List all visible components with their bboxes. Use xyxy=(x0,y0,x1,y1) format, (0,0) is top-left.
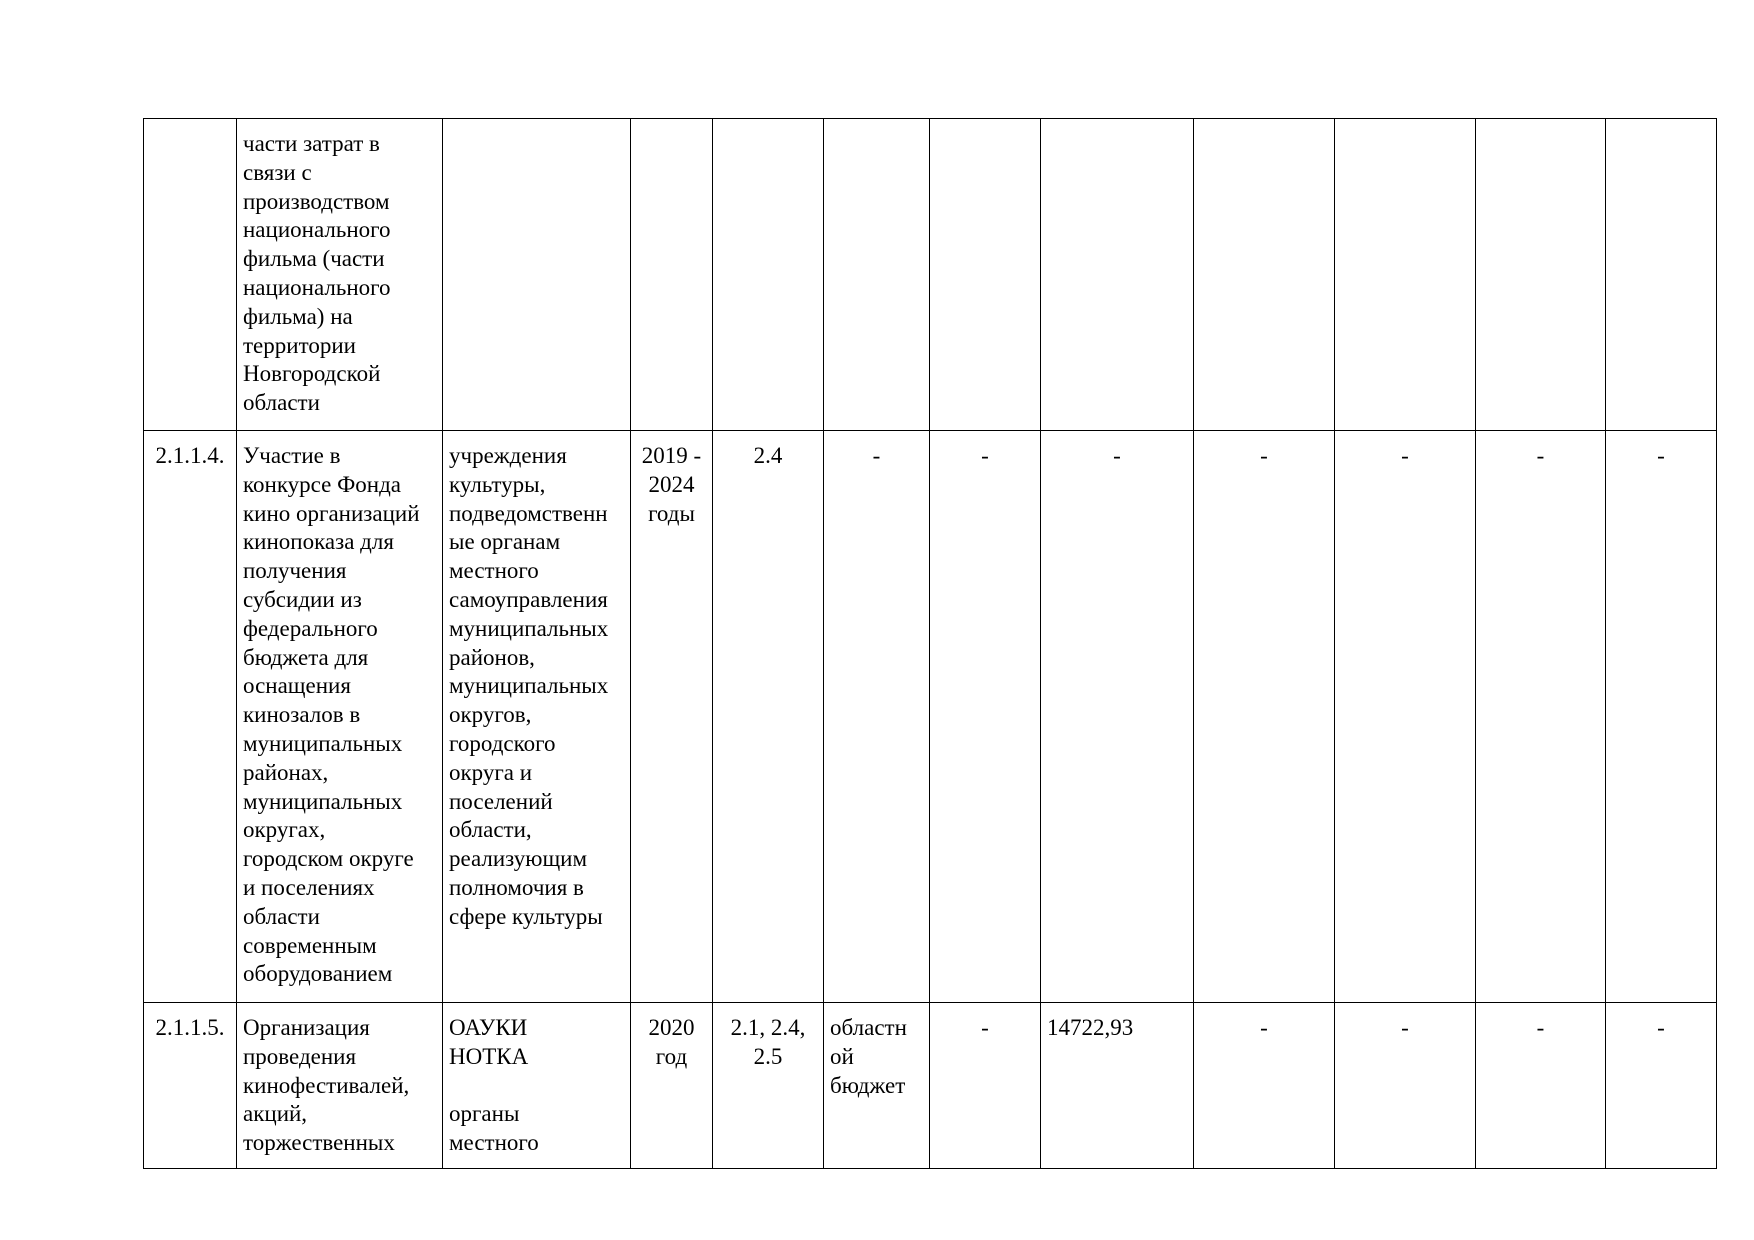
text-line: городском округе xyxy=(243,846,414,872)
text-line: реализующим xyxy=(449,846,588,872)
executor-cell xyxy=(443,1003,631,1169)
text-line: сфере культуры xyxy=(449,903,603,929)
text-line: федерального xyxy=(243,615,378,641)
text-line: местного xyxy=(449,558,539,584)
period-cell xyxy=(631,431,713,1003)
executor-cell xyxy=(443,431,631,1003)
value-cell-2020: - xyxy=(1041,431,1194,1003)
text-line: конкурсе Фонда xyxy=(243,471,402,497)
indicator-cell xyxy=(713,1003,824,1169)
value-cell-2019: - xyxy=(930,1003,1041,1169)
text-line: муниципальных xyxy=(243,788,403,814)
value-cell-2021 xyxy=(1194,119,1335,431)
text-line: полномочия в xyxy=(449,874,584,900)
activity-name-cell xyxy=(237,431,443,1003)
text-line: округах, xyxy=(243,817,326,843)
funding-source-cell xyxy=(824,1003,930,1169)
value-cell-2022: - xyxy=(1335,1003,1476,1169)
row-number-cell xyxy=(144,119,237,431)
text-line: и поселениях xyxy=(243,874,375,900)
value-cell-2023 xyxy=(1476,119,1606,431)
text-line: современным xyxy=(243,932,377,958)
program-activities-table xyxy=(143,118,1717,1169)
executor-cell xyxy=(443,119,631,431)
text-line: самоуправления xyxy=(449,586,608,612)
indicator-cell: 2.4 xyxy=(713,431,824,1003)
activity-name-cell xyxy=(237,1003,443,1169)
text-line: национального xyxy=(243,274,391,300)
text-line: НОТКА xyxy=(449,1043,529,1069)
text-line: округов, xyxy=(449,702,532,728)
text-line: фильма) на xyxy=(243,303,353,329)
value-cell-2019: - xyxy=(930,431,1041,1003)
text-line: территории xyxy=(243,332,356,358)
text-line: бюджет xyxy=(830,1072,906,1098)
text-line: национального xyxy=(243,217,391,243)
period-cell xyxy=(631,1003,713,1169)
value-cell-2022: - xyxy=(1335,431,1476,1003)
text-line: 2024 xyxy=(648,471,695,497)
table-row xyxy=(144,1003,1717,1169)
text-line: 2019 - xyxy=(641,443,702,468)
text-line: проведения xyxy=(243,1043,357,1069)
text-line: получения xyxy=(243,558,347,584)
value-cell-2021: - xyxy=(1194,1003,1335,1169)
funding-source-cell: - xyxy=(824,431,930,1003)
text-line: бюджета для xyxy=(243,644,369,670)
value-cell-2024 xyxy=(1606,119,1717,431)
value-cell-2024: - xyxy=(1606,1003,1717,1169)
text-line: области xyxy=(243,390,320,416)
text-line: 2.5 xyxy=(753,1043,783,1069)
value-cell-2023: - xyxy=(1476,431,1606,1003)
text-line: Новгородской xyxy=(243,361,381,387)
text-line: городского xyxy=(449,730,556,756)
text-line: поселений xyxy=(449,788,553,814)
value-cell-2021: - xyxy=(1194,431,1335,1003)
value-cell-2024: - xyxy=(1606,431,1717,1003)
value-cell-2022 xyxy=(1335,119,1476,431)
text-line: производством xyxy=(243,188,390,214)
row-number-cell: 2.1.1.4. xyxy=(144,431,237,1003)
text-line: оснащения xyxy=(243,673,351,699)
text-line: год xyxy=(655,1043,688,1069)
text-line: 2.1, 2.4, xyxy=(730,1015,806,1040)
text-line: ые органам xyxy=(449,529,561,555)
text-line: культуры, xyxy=(449,471,546,497)
text-line: 2020 xyxy=(648,1015,695,1040)
text-line: округа и xyxy=(449,759,533,785)
period-cell xyxy=(631,119,713,431)
text-line: Организация xyxy=(243,1015,370,1040)
text-line: кинопоказа для xyxy=(243,529,394,555)
blank-line xyxy=(449,1072,624,1101)
table-row xyxy=(144,119,1717,431)
text-line: подведомственн xyxy=(449,500,608,526)
text-line: областн xyxy=(830,1015,907,1040)
text-line: местного xyxy=(449,1130,539,1156)
text-line: субсидии из xyxy=(243,586,362,612)
text-line: фильма (части xyxy=(243,246,385,272)
text-line: связи с xyxy=(243,159,312,185)
value-cell-2023: - xyxy=(1476,1003,1606,1169)
table-row xyxy=(144,431,1717,1003)
text-line: районов, xyxy=(449,644,535,670)
text-line: области, xyxy=(449,817,532,843)
text-line: кино организаций xyxy=(243,500,420,526)
text-line: области xyxy=(243,903,320,929)
text-line: части затрат в xyxy=(243,131,380,156)
text-line: ой xyxy=(830,1043,854,1069)
value-cell-2020 xyxy=(1041,119,1194,431)
text-line: муниципальных xyxy=(449,673,609,699)
text-line: органы xyxy=(449,1101,520,1127)
indicator-cell xyxy=(713,119,824,431)
text-line: Участие в xyxy=(243,443,341,468)
text-line: акций, xyxy=(243,1101,308,1127)
funding-source-cell xyxy=(824,119,930,431)
text-line: оборудованием xyxy=(243,961,393,987)
text-line: кинофестивалей, xyxy=(243,1072,410,1098)
text-line: кинозалов в xyxy=(243,702,361,728)
text-line: торжественных xyxy=(243,1130,395,1156)
value-cell-2020: 14722,93 xyxy=(1041,1003,1194,1169)
value-cell-2019 xyxy=(930,119,1041,431)
text-line: муниципальных xyxy=(449,615,609,641)
activity-name-cell xyxy=(237,119,443,431)
text-line: учреждения xyxy=(449,443,567,468)
text-line: ОАУКИ xyxy=(449,1015,528,1040)
row-number-cell: 2.1.1.5. xyxy=(144,1003,237,1169)
text-line: муниципальных xyxy=(243,730,403,756)
text-line: районах, xyxy=(243,759,329,785)
text-line: годы xyxy=(648,500,695,526)
